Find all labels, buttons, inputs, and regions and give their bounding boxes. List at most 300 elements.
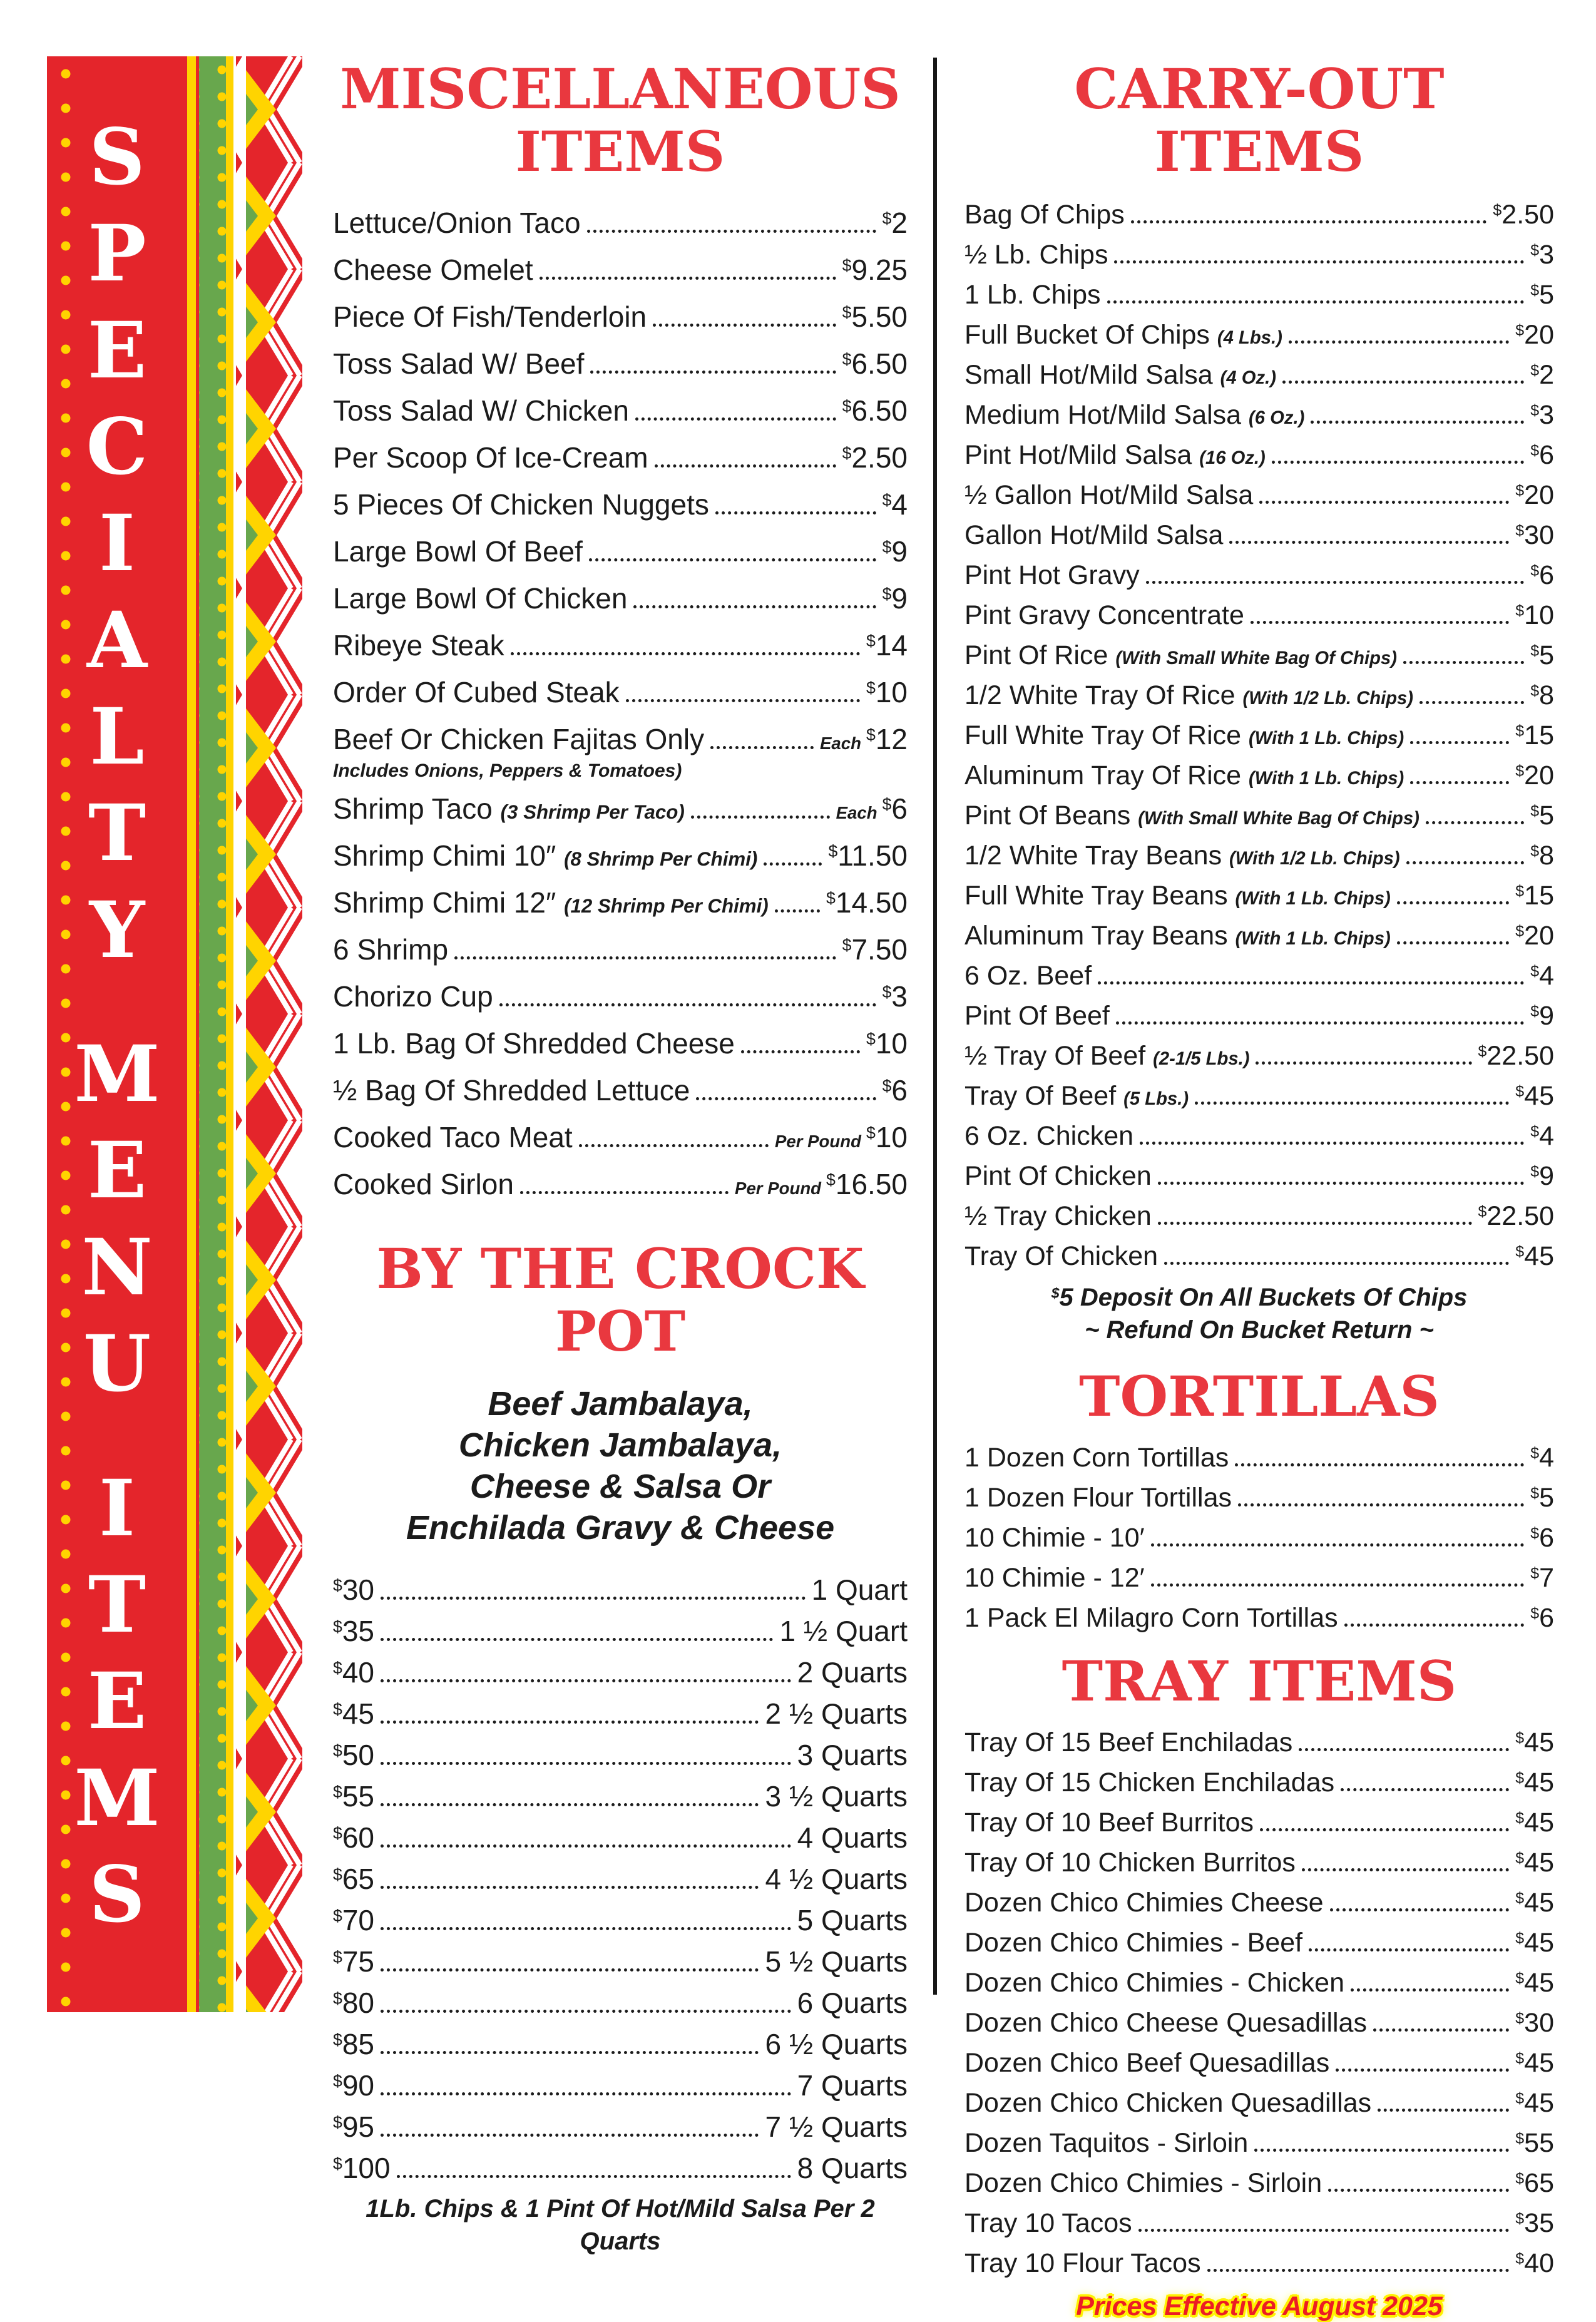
dotted-leader xyxy=(1311,419,1524,424)
item-price: $2.50 xyxy=(842,441,908,474)
item-price: $6 xyxy=(882,1073,908,1107)
dotted-leader xyxy=(1254,2147,1509,2152)
vertical-letter: C xyxy=(86,401,148,493)
dotted-leader xyxy=(381,1801,759,1806)
menu-item-row xyxy=(964,1808,1554,1838)
vertical-letter: E xyxy=(87,305,147,396)
item-name: Dozen Chico Beef Quesadillas xyxy=(964,2048,1330,2079)
menu-item-row xyxy=(964,440,1554,471)
item-price: $9.25 xyxy=(842,253,908,286)
dotted-leader xyxy=(1229,539,1509,544)
menu-item-row xyxy=(964,2168,1554,2199)
item-price: $9 xyxy=(1530,1160,1554,1191)
dotted-leader xyxy=(1328,2187,1509,2192)
deposit-note xyxy=(964,1281,1554,1314)
item-name: Dozen Chico Chimies - Sirloin xyxy=(964,2168,1322,2199)
dotted-leader xyxy=(381,2008,791,2013)
item-name: Per Scoop Of Ice-Cream xyxy=(333,441,648,474)
item-name: ½ Gallon Hot/Mild Salsa xyxy=(964,479,1254,510)
menu-item-row xyxy=(964,881,1554,911)
item-name: Toss Salad W/ Beef xyxy=(333,347,585,380)
item-quantity: 6 Quarts xyxy=(797,1986,908,2019)
dotted-leader xyxy=(454,954,836,959)
dotted-leader xyxy=(1403,659,1524,664)
item-price: $6 xyxy=(882,792,908,825)
item-note: (With 1/2 Lb. Chips) xyxy=(1229,848,1400,869)
prices-effective-note: Prices Effective August 2025 xyxy=(1076,2291,1443,2322)
menu-item-row xyxy=(964,1041,1554,1071)
item-name: Small Hot/Mild Salsa (4 Oz.) xyxy=(964,359,1276,390)
menu-item-row xyxy=(964,1443,1554,1473)
item-price: $6 xyxy=(1530,1602,1554,1633)
vertical-letter: E xyxy=(87,1656,147,1747)
column-divider xyxy=(933,58,937,1995)
item-price: $4 xyxy=(1530,960,1554,991)
item-price: $30 xyxy=(1515,2008,1554,2038)
item-name: ½ Lb. Chips xyxy=(964,239,1108,270)
item-price: $20 xyxy=(1515,760,1554,790)
item-note: (With 1/2 Lb. Chips) xyxy=(1242,688,1414,708)
dotted-leader xyxy=(741,1048,860,1053)
carry-out-item-list xyxy=(964,200,1554,1272)
vertical-letter: U xyxy=(83,1319,151,1410)
dotted-leader xyxy=(381,2090,791,2095)
item-price: $40 xyxy=(1515,2248,1554,2279)
item-price: $50 xyxy=(333,1738,375,1771)
item-name: 1 Dozen Corn Tortillas xyxy=(964,1442,1229,1473)
item-note: (5 Lbs.) xyxy=(1123,1088,1189,1109)
menu-item-row xyxy=(964,1727,1554,1758)
vertical-letter: P xyxy=(88,208,146,300)
refund-note: ~ Refund On Bucket Return ~ xyxy=(1085,1316,1434,1344)
item-price: $45 xyxy=(1515,1727,1554,1758)
item-name: Dozen Chico Chimies - Beef xyxy=(964,1928,1303,1958)
item-name: Dozen Chico Cheese Quesadillas xyxy=(964,2008,1367,2038)
item-price: $3 xyxy=(1530,399,1554,430)
menu-item-row xyxy=(964,1603,1554,1634)
menu-item-row xyxy=(964,1081,1554,1112)
dotted-leader xyxy=(1282,379,1524,384)
dotted-leader xyxy=(710,744,814,749)
item-note: (4 Lbs.) xyxy=(1217,327,1282,348)
dotted-leader xyxy=(1426,819,1524,824)
item-name: Lettuce/Onion Taco xyxy=(333,206,581,239)
miscellaneous-item-list xyxy=(333,206,908,1201)
item-price: $45 xyxy=(1515,1928,1554,1958)
menu-item-row xyxy=(964,1928,1554,1958)
vertical-letter: I xyxy=(98,498,135,590)
item-quantity: 3 ½ Quarts xyxy=(765,1779,908,1813)
item-name: Dozen Chico Chimies - Chicken xyxy=(964,1968,1344,1998)
left-column xyxy=(333,58,908,2258)
menu-item-row xyxy=(333,722,908,756)
item-name: Cooked Sirlon xyxy=(333,1167,514,1200)
dotted-leader xyxy=(1344,1622,1525,1627)
dotted-leader xyxy=(1116,1020,1524,1025)
dotted-leader xyxy=(1251,619,1509,624)
item-name: Pint Of Chicken xyxy=(964,1160,1152,1191)
item-name: Full White Tray Beans (With 1 Lb. Chips) xyxy=(964,880,1391,911)
dotted-leader xyxy=(1256,1060,1471,1065)
item-name: Dozen Chico Chicken Quesadillas xyxy=(964,2088,1372,2119)
crock-price-row xyxy=(333,2027,908,2061)
vertical-letter: T xyxy=(88,788,146,879)
crock-price-row xyxy=(333,1903,908,1937)
item-price: $6 xyxy=(1530,560,1554,590)
tortillas-item-list xyxy=(964,1443,1554,1634)
dotted-leader xyxy=(1420,699,1524,704)
item-price: $7 xyxy=(1530,1562,1554,1593)
right-column xyxy=(964,58,1554,2322)
item-quantity: 4 ½ Quarts xyxy=(765,1862,908,1895)
dotted-leader xyxy=(381,1636,773,1641)
item-quantity: 2 ½ Quarts xyxy=(765,1697,908,1730)
menu-item-row xyxy=(964,2208,1554,2239)
item-name: Dozen Taquitos - Sirloin xyxy=(964,2128,1249,2159)
dotted-leader xyxy=(635,416,836,421)
dotted-leader xyxy=(1373,2027,1509,2032)
menu-item-row xyxy=(964,1201,1554,1232)
item-price: $45 xyxy=(1515,1968,1554,1998)
dotted-leader xyxy=(511,650,860,655)
dotted-leader xyxy=(397,2173,791,2178)
crock-price-row xyxy=(333,1614,908,1648)
miscellaneous-title xyxy=(333,58,908,183)
item-price: $65 xyxy=(333,1862,375,1895)
menu-item-row xyxy=(964,1563,1554,1593)
item-name: Chorizo Cup xyxy=(333,979,493,1013)
crock-pot-subtitle xyxy=(333,1384,908,1549)
item-price: $80 xyxy=(333,1986,375,2019)
item-price: $40 xyxy=(333,1655,375,1689)
menu-item-row xyxy=(964,360,1554,391)
menu-item-row xyxy=(333,1120,908,1154)
item-price: $45 xyxy=(1515,1888,1554,1918)
dotted-leader xyxy=(1330,1906,1510,1911)
crock-price-row xyxy=(333,1655,908,1689)
tray-item-list xyxy=(964,1727,1554,2279)
item-name: ½ Bag Of Shredded Lettuce xyxy=(333,1073,690,1107)
item-price: $2.50 xyxy=(1493,199,1554,230)
item-name: 10 Chimie - 10′ xyxy=(964,1522,1145,1553)
dotted-leader xyxy=(1238,1501,1524,1506)
deposit-dollar-sign: $ xyxy=(1051,1284,1060,1301)
item-name: Pint Of Beans (With Small White Bag Of Chips) xyxy=(964,800,1420,831)
item-name: Tray Of 10 Chicken Burritos xyxy=(964,1848,1296,1878)
item-name: Large Bowl Of Beef xyxy=(333,534,583,568)
dotted-leader xyxy=(589,556,876,561)
dotted-leader xyxy=(1195,1100,1509,1105)
text-line: Beef Jambalaya, xyxy=(488,1385,753,1423)
menu-item-row xyxy=(964,1241,1554,1272)
menu-item-row xyxy=(964,1767,1554,1798)
dotted-leader xyxy=(1302,1866,1509,1871)
vertical-letter: S xyxy=(89,1849,145,1940)
item-price: $55 xyxy=(1515,2128,1554,2159)
dotted-leader xyxy=(715,509,876,514)
menu-item-row xyxy=(333,534,908,568)
item-name: Ribeye Steak xyxy=(333,628,504,662)
dotted-leader xyxy=(1158,1220,1472,1225)
item-note: (6 Oz.) xyxy=(1249,407,1305,428)
menu-item-row xyxy=(333,1073,908,1107)
item-name: 1 Pack El Milagro Corn Tortillas xyxy=(964,1602,1338,1633)
sidebar-vertical-title xyxy=(74,112,160,1940)
dotted-leader xyxy=(1146,579,1525,584)
item-price: $9 xyxy=(882,534,908,568)
menu-item-row xyxy=(964,800,1554,831)
vertical-letter: I xyxy=(98,1463,135,1554)
menu-item-row xyxy=(333,675,908,709)
text-line: Enchilada Gravy & Cheese xyxy=(406,1508,835,1547)
dotted-leader xyxy=(1309,1946,1509,1951)
dotted-leader xyxy=(1410,739,1509,744)
item-name: Pint Gravy Concentrate xyxy=(964,600,1244,630)
crock-price-row xyxy=(333,1573,908,1607)
crock-price-row xyxy=(333,2151,908,2185)
item-price: $6.50 xyxy=(842,347,908,380)
item-quantity: 7 Quarts xyxy=(797,2069,908,2102)
dotted-leader xyxy=(1336,2067,1509,2072)
item-price: $9 xyxy=(882,581,908,615)
menu-item-row xyxy=(333,792,908,826)
vertical-letter: A xyxy=(86,595,148,686)
dotted-leader xyxy=(381,2132,759,2137)
deposit-note-text: 5 Deposit On All Buckets Of Chips xyxy=(1059,1283,1468,1311)
menu-item-row xyxy=(964,720,1554,751)
menu-item-row xyxy=(964,480,1554,511)
item-price: $5 xyxy=(1530,640,1554,670)
item-quantity: 2 Quarts xyxy=(797,1655,908,1689)
item-quantity: 6 ½ Quarts xyxy=(765,2027,908,2060)
menu-item-row xyxy=(964,961,1554,991)
crock-pot-price-list xyxy=(333,1573,908,2185)
dotted-leader xyxy=(1207,2267,1510,2272)
dotted-leader xyxy=(626,697,860,702)
item-price: $6 xyxy=(1530,1522,1554,1553)
menu-item-row xyxy=(964,1483,1554,1513)
dotted-leader xyxy=(381,1884,759,1889)
item-price: $2 xyxy=(882,206,908,239)
item-note: (With 1 Lb. Chips) xyxy=(1235,888,1391,909)
dotted-leader xyxy=(1140,1140,1524,1145)
dotted-leader xyxy=(381,1967,759,1972)
dotted-leader xyxy=(653,322,836,327)
menu-item-row xyxy=(964,1161,1554,1192)
menu-item-row xyxy=(333,394,908,427)
item-note: (With Small White Bag Of Chips) xyxy=(1138,808,1420,829)
crock-price-row xyxy=(333,1779,908,1813)
item-price: $5.50 xyxy=(842,300,908,333)
dotted-leader xyxy=(1299,1746,1509,1751)
dotted-leader xyxy=(1260,1826,1509,1831)
item-price: $11.50 xyxy=(828,839,908,872)
dotted-leader xyxy=(1151,1582,1525,1587)
item-price: $3 xyxy=(1530,239,1554,270)
item-name: ½ Tray Chicken xyxy=(964,1200,1152,1231)
item-price: $15 xyxy=(1515,720,1554,750)
item-unit-label: Each xyxy=(836,802,877,822)
item-name: Tray 10 Flour Tacos xyxy=(964,2248,1201,2279)
dotted-leader xyxy=(1272,459,1524,464)
dotted-leader xyxy=(540,275,836,280)
tray-items-title: TRAY ITEMS xyxy=(1061,1648,1457,1714)
dotted-leader xyxy=(691,814,830,819)
item-note: (8 Shrimp Per Chimi) xyxy=(564,847,758,870)
dotted-leader xyxy=(1397,899,1510,904)
dotted-leader xyxy=(1351,1987,1509,1992)
dotted-leader xyxy=(1406,859,1525,864)
vertical-letter: N xyxy=(81,1222,153,1313)
item-name: Pint Of Rice (With Small White Bag Of Chips) xyxy=(964,640,1397,670)
item-name: Tray Of 15 Beef Enchiladas xyxy=(964,1727,1293,1758)
item-price: $6 xyxy=(1530,439,1554,470)
menu-item-row xyxy=(964,2048,1554,2079)
item-price: $10 xyxy=(1515,600,1554,630)
item-price: $22.50 xyxy=(1478,1040,1554,1071)
item-price: $5 xyxy=(1530,279,1554,310)
vertical-letter: M xyxy=(74,1029,160,1120)
menu-item-row xyxy=(964,600,1554,631)
item-price: $20 xyxy=(1515,920,1554,951)
item-price: $7.50 xyxy=(842,933,908,966)
tortillas-title: TORTILLAS xyxy=(1079,1363,1440,1429)
item-name: ½ Tray Of Beef (2-1/5 Lbs.) xyxy=(964,1040,1250,1071)
item-price: $100 xyxy=(333,2151,391,2184)
crock-price-row xyxy=(333,1862,908,1896)
item-note: (4 Oz.) xyxy=(1220,367,1276,388)
item-name: Aluminum Tray Of Rice (With 1 Lb. Chips) xyxy=(964,760,1404,790)
item-note: (With Small White Bag Of Chips) xyxy=(1115,648,1397,668)
carry-out-title: CARRY-OUT ITEMS xyxy=(1074,56,1445,185)
item-price: $3 xyxy=(882,979,908,1013)
item-name: 5 Pieces Of Chicken Nuggets xyxy=(333,488,709,521)
item-quantity: 1 Quart xyxy=(811,1573,908,1606)
item-name: Shrimp Chimi 10″ (8 Shrimp Per Chimi) xyxy=(333,839,758,872)
menu-item-row xyxy=(333,628,908,662)
menu-item-row xyxy=(964,760,1554,791)
item-name: 6 Oz. Beef xyxy=(964,960,1092,991)
item-unit-label: Per Pound xyxy=(735,1178,822,1198)
dotted-leader xyxy=(775,908,820,913)
item-price: $45 xyxy=(1515,2048,1554,2079)
dotted-leader xyxy=(587,228,876,233)
item-price: $20 xyxy=(1515,319,1554,350)
menu-item-row xyxy=(964,400,1554,431)
dotted-leader xyxy=(1098,979,1524,985)
item-price: $15 xyxy=(1515,880,1554,911)
item-name: Toss Salad W/ Chicken xyxy=(333,394,629,427)
menu-item-row xyxy=(964,2008,1554,2038)
menu-item-row xyxy=(964,2248,1554,2279)
item-price: $95 xyxy=(333,2110,375,2143)
item-price: $45 xyxy=(1515,2088,1554,2119)
dotted-leader xyxy=(1114,258,1524,263)
dotted-leader xyxy=(1289,339,1509,344)
menu-item-row xyxy=(964,520,1554,551)
dotted-leader xyxy=(633,603,876,608)
dotted-leader xyxy=(1131,218,1487,223)
menu-item-row xyxy=(964,320,1554,350)
crock-price-row xyxy=(333,2069,908,2102)
crock-price-row xyxy=(333,1697,908,1731)
item-unit-label: Each xyxy=(820,733,861,753)
item-name: Full White Tray Of Rice (With 1 Lb. Chips) xyxy=(964,720,1404,750)
item-price: $60 xyxy=(333,1821,375,1854)
item-note: (With 1 Lb. Chips) xyxy=(1235,928,1391,949)
dotted-leader xyxy=(1107,299,1525,304)
item-name: Pint Of Beef xyxy=(964,1000,1110,1031)
menu-item-row xyxy=(333,839,908,872)
item-name: Dozen Chico Chimies Cheese xyxy=(964,1888,1324,1918)
item-note: (12 Shrimp Per Chimi) xyxy=(564,894,769,917)
item-name: Tray Of 15 Chicken Enchiladas xyxy=(964,1767,1335,1798)
vertical-letter: L xyxy=(90,691,145,782)
item-price: $2 xyxy=(1530,359,1554,390)
item-name: Shrimp Chimi 12″ (12 Shrimp Per Chimi) xyxy=(333,886,769,919)
item-quantity: 1 ½ Quart xyxy=(779,1614,908,1647)
menu-item-row xyxy=(964,921,1554,951)
item-name: Shrimp Taco (3 Shrimp Per Taco) xyxy=(333,792,685,825)
item-subnote: Includes Onions, Peppers & Tomatoes) xyxy=(333,760,682,781)
text-line: Cheese & Salsa Or xyxy=(469,1468,771,1505)
item-price: $45 xyxy=(1515,1848,1554,1878)
menu-item-row xyxy=(964,280,1554,310)
menu-item-row xyxy=(333,488,908,521)
item-name: Cheese Omelet xyxy=(333,253,533,286)
menu-item-row xyxy=(964,2088,1554,2119)
crock-price-row xyxy=(333,1738,908,1772)
item-price: $10 xyxy=(866,1026,908,1060)
menu-item-row xyxy=(333,581,908,615)
menu-item-row xyxy=(964,841,1554,871)
menu-item-row xyxy=(333,300,908,334)
menu-item-row xyxy=(964,1848,1554,1878)
item-name: Pint Hot Gravy xyxy=(964,560,1140,590)
dotted-leader xyxy=(1378,2107,1509,2112)
miscellaneous-title-line2: ITEMS xyxy=(515,119,725,185)
item-price: $8 xyxy=(1530,840,1554,871)
item-quantity: 5 ½ Quarts xyxy=(765,1945,908,1978)
menu-item-row xyxy=(964,1001,1554,1031)
vertical-letter: E xyxy=(87,1125,147,1217)
item-name: Medium Hot/Mild Salsa (6 Oz.) xyxy=(964,399,1305,430)
miscellaneous-title-line1: MISCELLANEOUS xyxy=(340,56,901,121)
menu-item-row xyxy=(333,441,908,474)
item-price: $70 xyxy=(333,1903,375,1936)
menu-item-row xyxy=(333,979,908,1013)
item-price: $45 xyxy=(1515,1767,1554,1798)
item-name: 6 Oz. Chicken xyxy=(964,1120,1134,1151)
item-price: $20 xyxy=(1515,479,1554,510)
menu-item-row xyxy=(333,1026,908,1060)
item-price: $45 xyxy=(1515,1080,1554,1111)
dotted-leader xyxy=(381,2049,759,2054)
item-price: $4 xyxy=(882,488,908,521)
item-price: $5 xyxy=(1530,800,1554,831)
item-name: Order Of Cubed Steak xyxy=(333,675,620,708)
item-quantity: 7 ½ Quarts xyxy=(765,2110,908,2143)
item-name: Gallon Hot/Mild Salsa xyxy=(964,519,1224,550)
text-line: Chicken Jambalaya, xyxy=(458,1426,782,1465)
item-quantity: 5 Quarts xyxy=(797,1903,908,1936)
dotted-leader xyxy=(1235,1461,1524,1466)
vertical-letter: S xyxy=(89,112,145,203)
dotted-leader xyxy=(381,1925,791,1930)
item-name: Tray Of Chicken xyxy=(964,1240,1159,1271)
item-note: (With 1 Lb. Chips) xyxy=(1248,728,1404,749)
item-note: (16 Oz.) xyxy=(1199,448,1266,468)
